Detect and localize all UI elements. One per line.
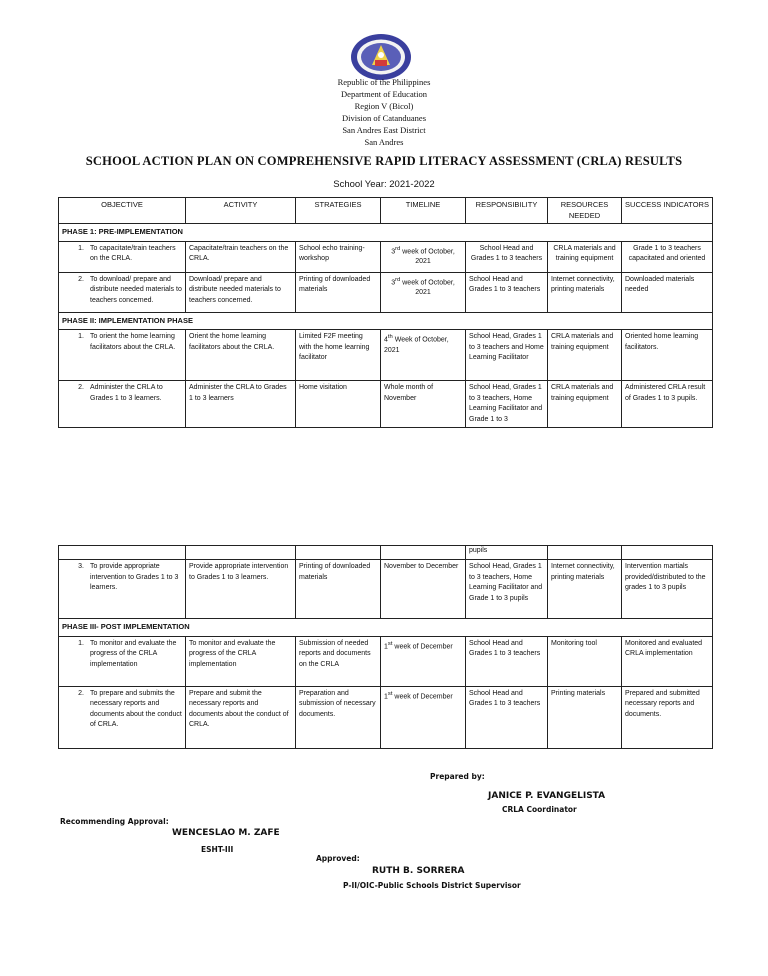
deped-seal-logo [350,33,412,81]
timeline-suffix: st [387,640,393,647]
objective-cell: To orient the home learning facilitators about the CRLA. [90,333,176,351]
phase-row [59,619,713,637]
timeline-cell: Whole month of November [381,381,466,428]
col-resources: RESOURCES NEEDED [548,198,622,224]
timeline-text: Week of October, 2021 [384,336,449,354]
col-activity: ACTIVITY [186,198,296,224]
objective-cell: To download/ prepare and distribute needed materials to teachers concerned. [90,275,182,304]
row-number: 3. [78,563,84,570]
phase-row [59,312,713,330]
row-number: 2. [78,384,84,391]
prepared-by-label: Prepared by: [430,772,485,781]
responsibility-cell: School Head and Grades 1 to 3 teachers [466,272,548,312]
timeline-cell [381,686,466,748]
strategies-cell: Submission of needed reports and documents on the CRLA [296,636,381,686]
header-line: Republic of the Philippines [337,77,431,87]
indicators-cell: Downloaded materials needed [622,272,713,312]
timeline-text: week of October, 2021 [400,278,455,297]
responsibility-cell: School Head, Grades 1 to 3 teachers, Home Learning Facilitator and Grade 1 to 3 pupils [466,560,548,619]
responsibility-cell: School Head, Grades 1 to 3 teachers and Home Learning Facilitator [466,330,548,381]
activity-cell: Download/ prepare and distribute needed materials to teachers concerned. [186,272,296,312]
indicators-cell: Monitored and evaluated CRLA implementation [622,636,713,686]
row-number: 1. [78,333,84,340]
responsibility-cell: School Head and Grades 1 to 3 teachers [466,636,548,686]
timeline-cell [381,330,466,381]
timeline-cell [381,636,466,686]
timeline-ordinal: 1 [384,692,388,700]
activity-cell: Administer the CRLA to Grades 1 to 3 learners [186,381,296,428]
recommender-role: ESHT-III [201,845,234,854]
phase-3-label: PHASE III- POST IMPLEMENTATION [59,619,713,637]
col-indicators: SUCCESS INDICATORS [622,198,713,224]
timeline-cell: November to December [381,560,466,619]
header-line: Department of Education [341,89,427,99]
objective-cell: To monitor and evaluate the progress of the CRLA implementation [90,639,177,668]
preparer-role: CRLA Coordinator [502,805,577,814]
header-line: Region V (Bicol) [354,101,414,111]
timeline-cell [381,241,466,272]
header-line: Division of Catanduanes [341,113,427,123]
indicators-cell: Administered CRLA result of Grades 1 to 3 pupils. [622,381,713,428]
table-row [59,686,713,748]
col-timeline: TIMELINE [381,198,466,224]
action-plan-table-page2 [58,545,713,749]
row-number: 1. [78,639,84,647]
timeline-text: week of December [392,642,453,650]
header-line: San Andres [364,137,404,147]
approver-name: RUTH B. SORRERA [372,866,465,876]
activity-cell: Prepare and submit the necessary reports and documents about the conduct of CRLA. [186,686,296,748]
responsibility-cell: School Head and Grades 1 to 3 teachers [466,241,548,272]
strategies-cell: School echo training-workshop [296,241,381,272]
row-number: 2. [78,275,84,283]
school-year: School Year: 2021-2022 [333,179,435,190]
objective-cell: To provide appropriate intervention to Grades 1 to 3 learners. [90,563,179,591]
document-title: SCHOOL ACTION PLAN ON COMPREHENSIVE RAPID LITERACY ASSESSMENT (CRLA) RESULTS [85,154,683,168]
table-row [59,330,713,381]
row-number: 1. [78,244,84,252]
objective-cell: To prepare and submits the necessary reports and documents about the conduct of CRLA. [90,689,182,728]
recommending-label: Recommending Approval: [60,817,169,826]
strategies-cell: Printing of downloaded materials [296,560,381,619]
phase-2-label: PHASE II: IMPLEMENTATION PHASE [59,312,713,330]
timeline-suffix: th [387,334,393,340]
resources-cell: Internet connectivity, printing materials [548,560,622,619]
resources-cell: Printing materials [548,686,622,748]
col-responsibility: RESPONSIBILITY [466,198,548,224]
table-row [59,381,713,428]
indicators-cell: Oriented home learning facilitators. [622,330,713,381]
strategies-cell: Home visitation [296,381,381,428]
activity-cell: Orient the home learning facilitators about the CRLA. [186,330,296,381]
resources-cell: Monitoring tool [548,636,622,686]
responsibility-cell: School Head, Grades 1 to 3 teachers, Home Learning Facilitator and Grade 1 to 3 [466,381,548,428]
table-row [59,546,713,560]
timeline-ordinal: 1 [384,642,388,650]
resources-cell: CRLA materials and training equipment [548,330,622,381]
responsibility-cell: School Head and Grades 1 to 3 teachers [466,686,548,748]
table-row [59,636,713,686]
resources-cell: CRLA materials and training equipment [548,381,622,428]
phase-1-label: PHASE 1: PRE-IMPLEMENTATION [59,224,713,242]
col-objective: OBJECTIVE [59,198,186,224]
header-lines [0,76,768,148]
timeline-ordinal: 4 [384,336,388,344]
table-row [59,272,713,312]
table-row [59,560,713,619]
resources-cell: CRLA materials and training equipment [548,241,622,272]
resources-cell: Internet connectivity, printing materials [548,272,622,312]
timeline-ordinal: 3 [391,278,396,286]
row-number: 2. [78,689,84,697]
header-line: San Andres East District [342,125,426,135]
preparer-name: JANICE P. EVANGELISTA [488,791,606,801]
timeline-text: week of December [392,692,453,700]
strategies-cell: Preparation and submission of necessary documents. [296,686,381,748]
approver-role: P-II/OIC-Public Schools District Supervisor [343,881,521,890]
activity-cell: Provide appropriate intervention to Grades 1 to 3 learners. [186,560,296,619]
phase-row [59,224,713,242]
table-header-row [59,198,713,224]
indicators-cell: Prepared and submitted necessary reports and documents. [622,686,713,748]
col-strategies: STRATEGIES [296,198,381,224]
indicators-cell: Grade 1 to 3 teachers capacitated and oriented [622,241,713,272]
responsibility-cell: pupils [466,546,548,560]
timeline-suffix: rd [395,276,401,283]
activity-cell: To monitor and evaluate the progress of the CRLA implementation [186,636,296,686]
recommender-name: WENCESLAO M. ZAFE [172,828,280,838]
timeline-ordinal: 3 [391,247,396,255]
objective-cell: Administer the CRLA to Grades 1 to 3 learners. [90,384,163,402]
activity-cell: Capacitate/train teachers on the CRLA. [186,241,296,272]
timeline-suffix: st [387,690,393,697]
timeline-cell [381,272,466,312]
timeline-text: week of October, 2021 [400,247,455,266]
strategies-cell: Limited F2F meeting with the home learning facilitator [296,330,381,381]
strategies-cell: Printing of downloaded materials [296,272,381,312]
approved-label: Approved: [316,854,360,863]
timeline-suffix: rd [395,245,401,252]
action-plan-table-page1 [58,197,713,428]
objective-cell: To capacitate/train teachers on the CRLA. [90,244,176,262]
indicators-cell: Intervention martials provided/distributed to the grades 1 to 3 pupils [622,560,713,619]
table-row [59,241,713,272]
